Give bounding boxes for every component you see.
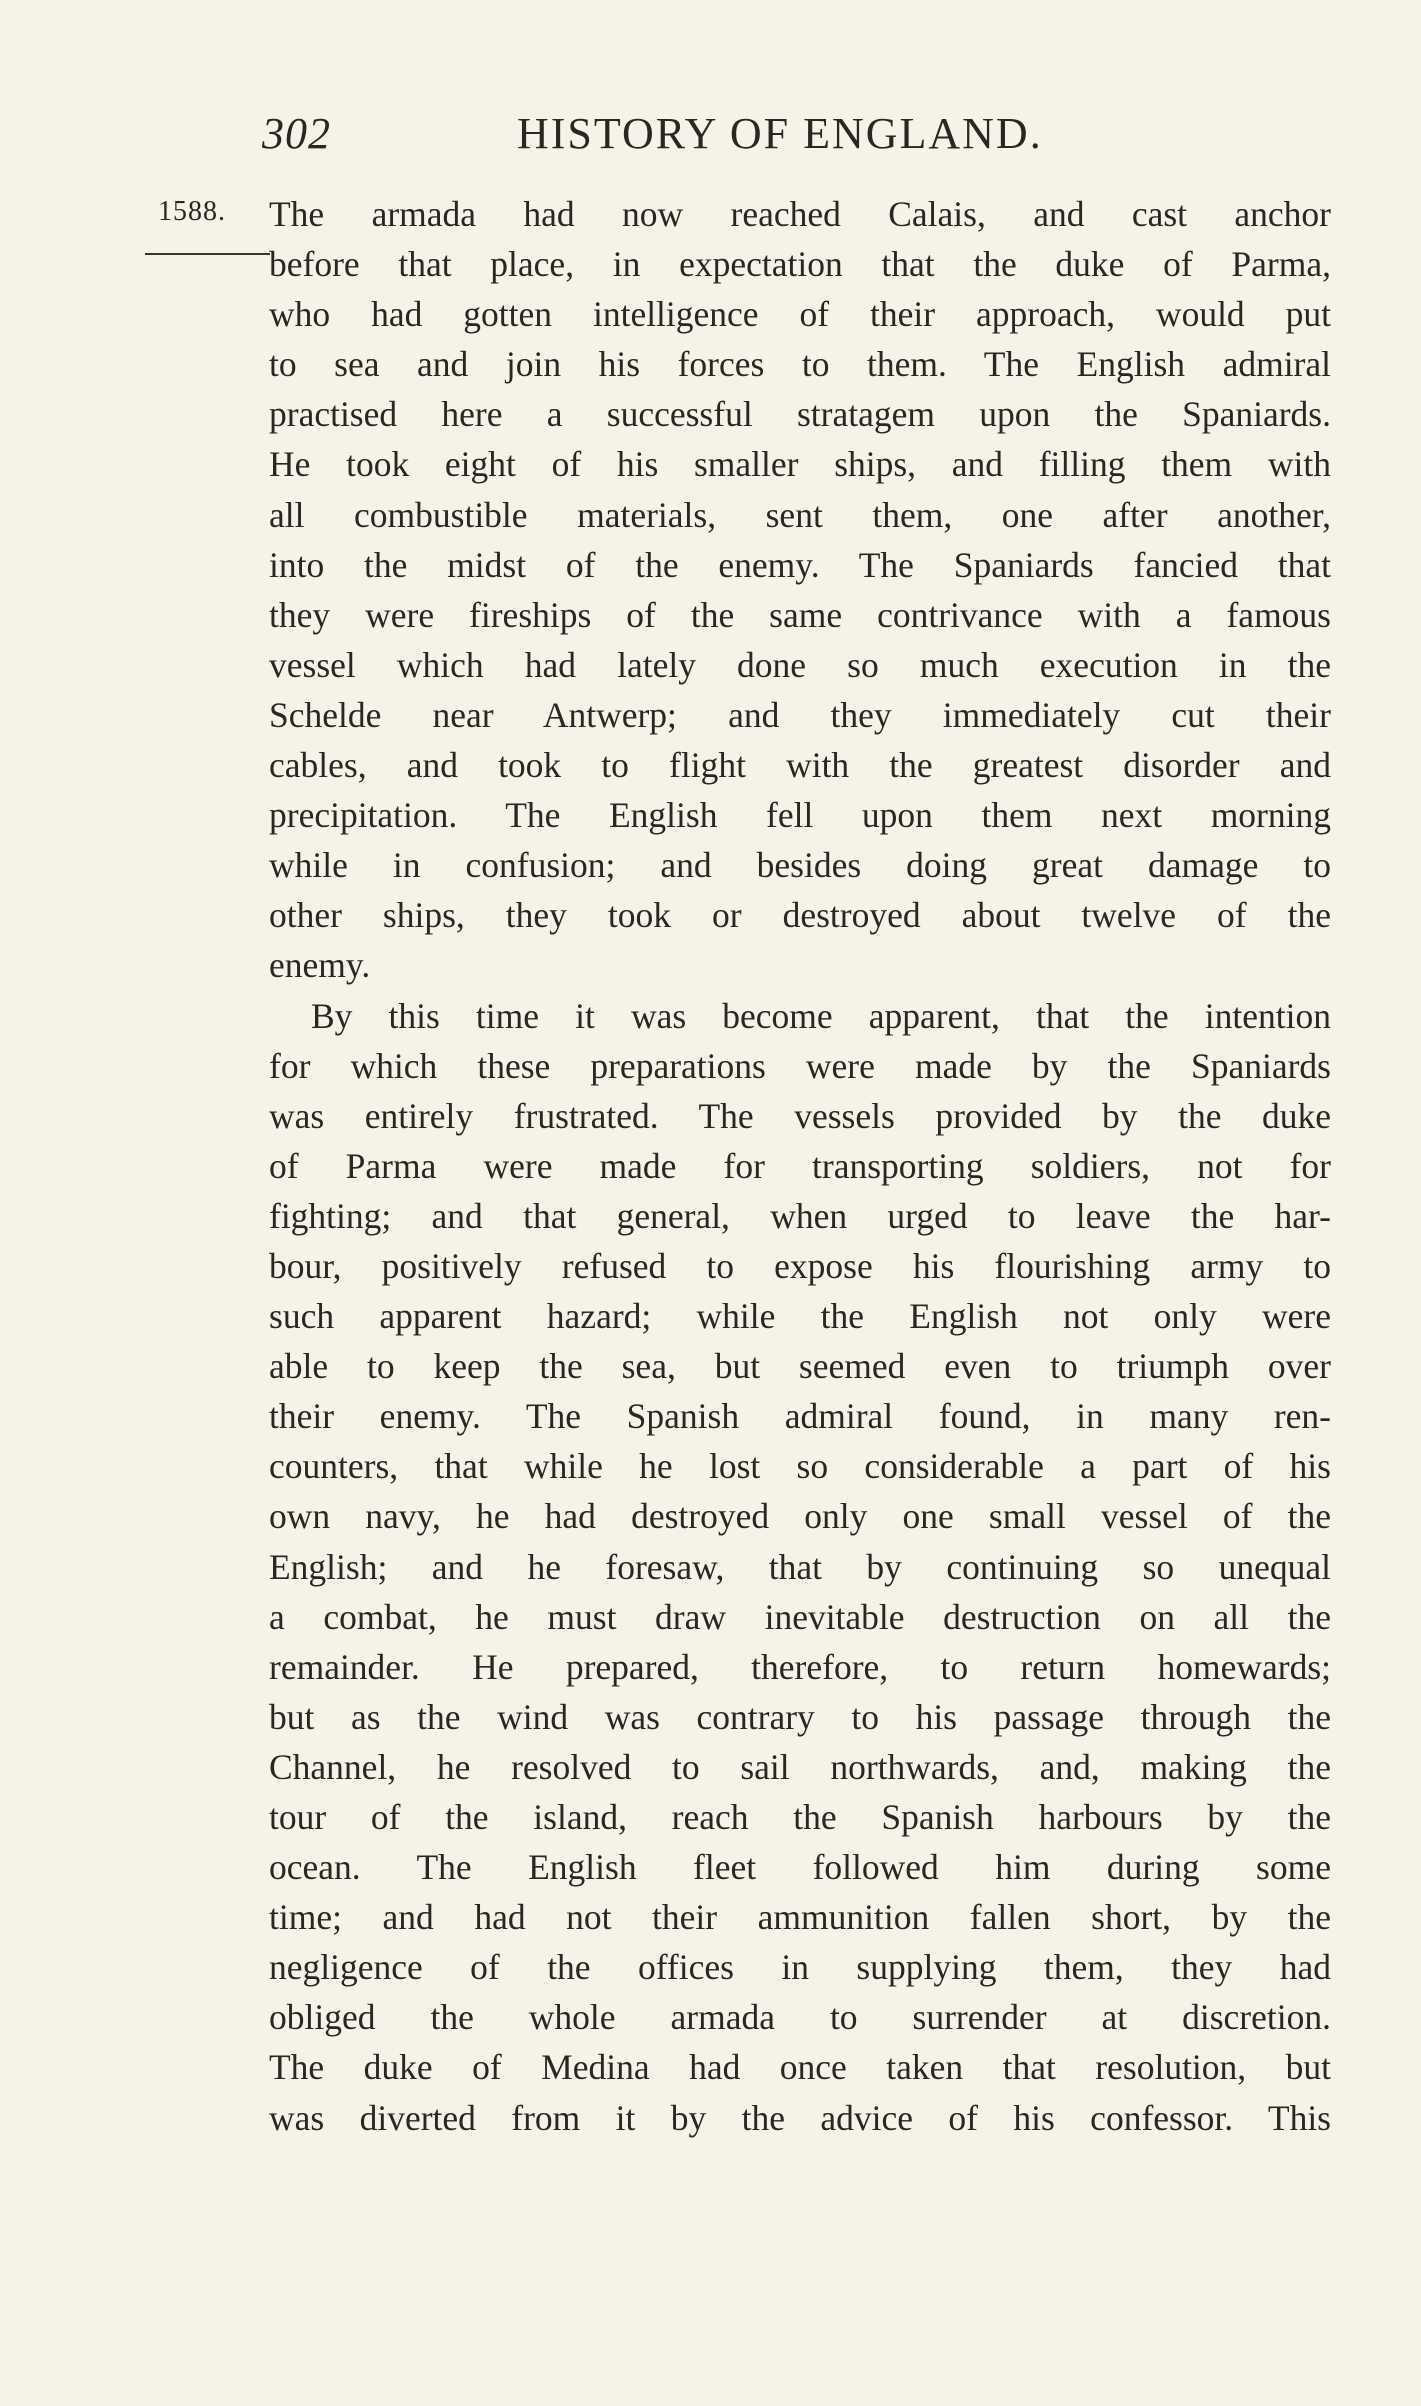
text-line: remainder. He prepared, therefore, to return homewards; xyxy=(269,1646,1331,1687)
text-line: Schelde near Antwerp; and they immediately cut their xyxy=(269,694,1331,735)
text-line: counters, that while he lost so considerable a part of his xyxy=(269,1446,1331,1487)
text-line: Channel, he resolved to sail northwards, and, making the xyxy=(269,1746,1331,1787)
text-line: for which these preparations were made by the Spaniards xyxy=(269,1045,1331,1086)
text-line: tour of the island, reach the Spanish harbours by the xyxy=(269,1797,1331,1837)
running-head xyxy=(262,108,1062,168)
text-line: precipitation. The English fell upon them next morning xyxy=(269,795,1331,836)
text-line: ocean. The English fleet followed him during some xyxy=(269,1847,1331,1888)
page-number: 302 xyxy=(262,109,331,158)
text-line: enemy. xyxy=(269,945,371,986)
body-text xyxy=(269,189,1331,2143)
text-line: obliged the whole armada to surrender at discretion. xyxy=(269,1997,1331,2038)
text-line: all combustible materials, sent them, one after another, xyxy=(269,494,1331,535)
text-line: who had gotten intelligence of their approach, would put xyxy=(269,294,1331,335)
text-line: but as the wind was contrary to his passage through the xyxy=(269,1696,1331,1737)
margin-year-note: 1588. xyxy=(158,196,226,227)
text-line: vessel which had lately done so much execution in the xyxy=(269,644,1331,685)
text-line: such apparent hazard; while the English not only were xyxy=(269,1296,1331,1337)
text-line: they were fireships of the same contrivance with a famous xyxy=(269,594,1331,635)
text-line: before that place, in expectation that the duke of Parma, xyxy=(269,244,1331,285)
text-line: able to keep the sea, but seemed even to triumph over xyxy=(269,1346,1331,1387)
text-line: a combat, he must draw inevitable destruction on all the xyxy=(269,1596,1331,1637)
text-line: negligence of the offices in supplying them, they had xyxy=(269,1947,1331,1988)
text-line: bour, positively refused to expose his flourishing army to xyxy=(269,1245,1331,1286)
text-line: own navy, he had destroyed only one small vessel of the xyxy=(269,1496,1331,1537)
text-line: cables, and took to flight with the greatest disorder and xyxy=(269,745,1331,786)
text-line: English; and he foresaw, that by continuing so unequal xyxy=(269,1546,1331,1587)
text-line: was entirely frustrated. The vessels provided by the duke xyxy=(269,1095,1331,1136)
text-line: practised here a successful stratagem upon the Spaniards. xyxy=(269,394,1331,435)
text-line: while in confusion; and besides doing great damage to xyxy=(269,845,1331,886)
text-line: He took eight of his smaller ships, and filling them with xyxy=(269,444,1331,485)
margin-rule xyxy=(145,253,270,255)
text-line: fighting; and that general, when urged to leave the har- xyxy=(269,1195,1331,1236)
running-title: HISTORY OF ENGLAND. xyxy=(517,109,1043,158)
text-line: other ships, they took or destroyed about twelve of the xyxy=(269,895,1331,936)
text-line: their enemy. The Spanish admiral found, in many ren- xyxy=(269,1396,1331,1437)
text-line: of Parma were made for transporting soldiers, not for xyxy=(269,1145,1331,1186)
text-line: into the midst of the enemy. The Spaniards fancied that xyxy=(269,544,1331,585)
text-line: The duke of Medina had once taken that resolution, but xyxy=(269,2047,1331,2088)
text-line: time; and had not their ammunition fallen short, by the xyxy=(269,1897,1331,1938)
text-line: was diverted from it by the advice of his confessor. This xyxy=(269,2097,1331,2138)
text-line: By this time it was become apparent, that the intention xyxy=(311,995,1331,1036)
text-line: The armada had now reached Calais, and cast anchor xyxy=(269,194,1331,234)
text-line: to sea and join his forces to them. The English admiral xyxy=(269,344,1331,385)
